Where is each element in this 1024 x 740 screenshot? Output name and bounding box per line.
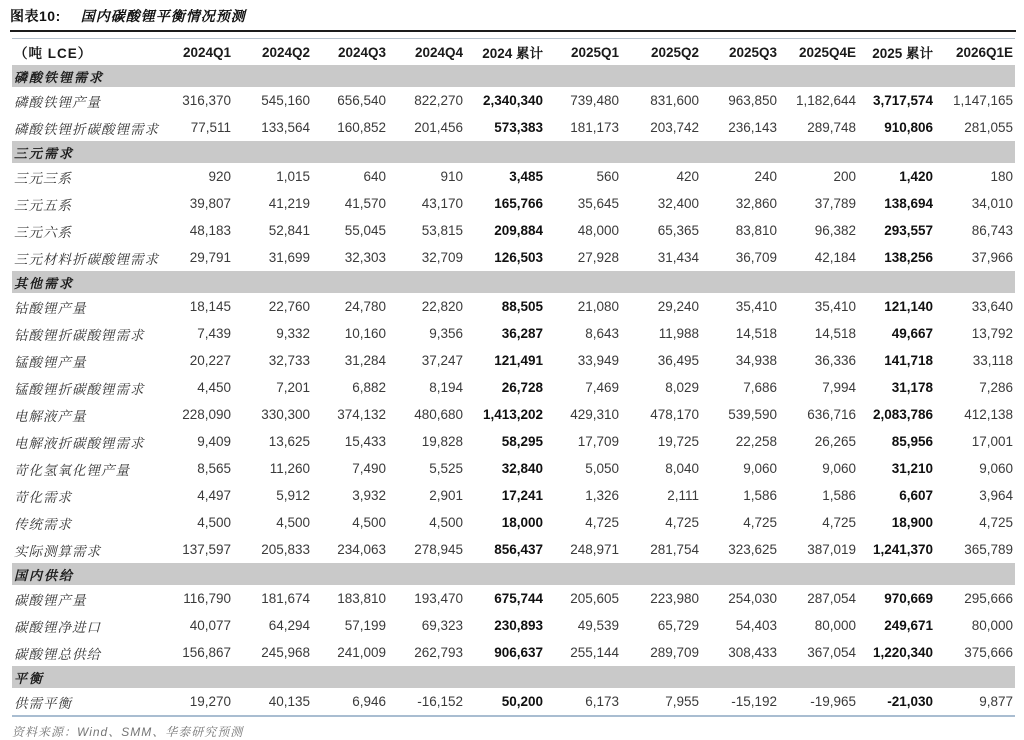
section-header-label: 三元需求 [12,141,1015,163]
table-row [12,347,1015,374]
value-cell: 41,570 [344,196,386,211]
value-cell: -15,192 [731,694,777,709]
value-cell: 308,433 [728,645,777,660]
source-note: 资料来源：Wind、SMM、华泰研究预测 [12,725,244,739]
value-cell: -21,030 [887,694,933,709]
column-header: 2024Q3 [337,44,386,60]
value-cell: 420 [676,169,699,184]
value-cell: 5,525 [429,461,463,476]
value-cell: 2,340,340 [482,93,543,108]
row-label: 磷酸铁锂折碳酸锂需求 [14,121,159,137]
value-cell: 429,310 [570,407,619,422]
value-cell: 3,485 [509,169,543,184]
table-row [12,401,1015,428]
column-header: 2024Q1 [182,44,231,60]
value-cell: 24,780 [344,299,386,314]
value-cell: 36,336 [814,353,856,368]
value-cell: 39,807 [189,196,231,211]
value-cell: 37,247 [421,353,463,368]
column-header: 2025Q1 [570,44,619,60]
value-cell: 160,852 [337,120,386,135]
value-cell: 9,060 [979,461,1013,476]
row-label: 实际测算需求 [14,543,101,559]
value-cell: 50,200 [501,694,543,709]
value-cell: 31,210 [891,461,933,476]
value-cell: 31,178 [891,380,933,395]
row-label: 钴酸锂折碳酸锂需求 [14,327,145,343]
value-cell: 387,019 [807,542,856,557]
value-cell: 88,505 [501,299,543,314]
value-cell: 96,382 [814,223,856,238]
value-cell: 367,054 [807,645,856,660]
value-cell: 77,511 [190,120,231,135]
value-cell: 22,760 [268,299,310,314]
value-cell: 1,015 [276,169,310,184]
value-cell: 183,810 [337,591,386,606]
value-cell: 636,716 [807,407,856,422]
row-label: 电解液折碳酸锂需求 [14,435,145,451]
value-cell: 240 [754,169,777,184]
value-cell: 6,882 [352,380,386,395]
value-cell: 32,840 [501,461,543,476]
value-cell: 478,170 [650,407,699,422]
value-cell: 181,674 [261,591,310,606]
column-header: 2024 累计 [482,46,543,61]
table-row [12,293,1015,320]
value-cell: 278,945 [414,542,463,557]
value-cell: 26,265 [814,434,856,449]
value-cell: 8,040 [665,461,699,476]
value-cell: 21,080 [577,299,619,314]
value-cell: 223,980 [650,591,699,606]
value-cell: 330,300 [261,407,310,422]
value-cell: 640 [363,169,386,184]
value-cell: 40,077 [189,618,231,633]
value-cell: 9,877 [979,694,1013,709]
table-row [12,87,1015,114]
value-cell: 1,147,165 [952,93,1013,108]
row-label: 传统需求 [14,516,72,532]
value-cell: 64,294 [268,618,310,633]
value-cell: 65,365 [657,223,699,238]
row-label: 锰酸锂折碳酸锂需求 [14,381,145,397]
row-label: 钴酸锂产量 [14,300,87,316]
value-cell: 32,733 [268,353,310,368]
value-cell: 970,669 [884,591,933,606]
value-cell: 1,420 [899,169,933,184]
value-cell: 54,403 [735,618,777,633]
value-cell: 11,988 [658,326,699,341]
value-cell: 33,118 [972,353,1013,368]
table-row [12,612,1015,639]
value-cell: 856,437 [494,542,543,557]
value-cell: 831,600 [650,93,699,108]
value-cell: 10,160 [344,326,386,341]
section-header-label: 磷酸铁锂需求 [12,65,1015,87]
section-header-label: 国内供给 [12,563,1015,585]
value-cell: 33,949 [577,353,619,368]
value-cell: 365,789 [964,542,1013,557]
column-header: 2025Q3 [728,44,777,60]
value-cell: 209,884 [494,223,543,238]
row-label: 三元材料折碳酸锂需求 [14,251,159,267]
table-row [12,509,1015,536]
value-cell: 36,495 [657,353,699,368]
row-label: 三元三系 [14,170,72,186]
value-cell: 7,469 [585,380,619,395]
value-cell: 17,001 [971,434,1013,449]
value-cell: 58,295 [501,434,543,449]
value-cell: 32,860 [735,196,777,211]
value-cell: 4,500 [352,515,386,530]
value-cell: 910,806 [884,120,933,135]
value-cell: 4,500 [429,515,463,530]
value-cell: 3,932 [352,488,386,503]
section-header-row [12,141,1015,163]
value-cell: 255,144 [570,645,619,660]
value-cell: 281,055 [964,120,1013,135]
unit-header-cell: （吨 LCE） [14,46,93,61]
section-header-row [12,65,1015,87]
value-cell: 36,287 [501,326,543,341]
value-cell: 254,030 [728,591,777,606]
table-row [12,482,1015,509]
value-cell: 4,497 [197,488,231,503]
column-header: 2026Q1E [955,44,1013,60]
value-cell: 7,994 [822,380,856,395]
value-cell: 205,605 [570,591,619,606]
value-cell: 7,490 [352,461,386,476]
value-cell: 3,717,574 [872,93,933,108]
section-header-row [12,563,1015,585]
value-cell: 200 [833,169,856,184]
value-cell: 80,000 [971,618,1013,633]
column-header: 2025Q4E [798,44,856,60]
value-cell: 156,867 [182,645,231,660]
table-row [12,536,1015,563]
value-cell: -16,152 [417,694,463,709]
value-cell: 29,791 [189,250,231,265]
row-label: 三元五系 [14,197,72,213]
value-cell: 287,054 [807,591,856,606]
value-cell: 33,640 [971,299,1013,314]
value-cell: 52,841 [268,223,310,238]
value-cell: 22,820 [421,299,463,314]
value-cell: 29,240 [657,299,699,314]
value-cell: 1,413,202 [482,407,543,422]
value-cell: 34,010 [971,196,1013,211]
section-header-row [12,666,1015,688]
value-cell: 48,000 [577,223,619,238]
value-cell: 32,303 [344,250,386,265]
value-cell: 230,893 [494,618,543,633]
value-cell: 32,709 [421,250,463,265]
value-cell: 18,000 [501,515,543,530]
value-cell: 34,938 [735,353,777,368]
value-cell: 137,597 [182,542,231,557]
value-cell: 17,241 [501,488,543,503]
value-cell: 5,050 [585,461,619,476]
value-cell: 53,815 [421,223,463,238]
value-cell: 141,718 [884,353,933,368]
value-cell: 4,725 [822,515,856,530]
value-cell: 4,450 [197,380,231,395]
section-header-label: 平衡 [12,666,1015,688]
value-cell: 9,356 [429,326,463,341]
value-cell: 822,270 [414,93,463,108]
figure-title [10,0,1016,32]
value-cell: 412,138 [964,407,1013,422]
value-cell: 248,971 [570,542,619,557]
value-cell: 9,409 [197,434,231,449]
value-cell: 3,964 [979,488,1013,503]
value-cell: 19,828 [421,434,463,449]
row-label: 锰酸锂产量 [14,354,87,370]
value-cell: 69,323 [421,618,463,633]
column-header: 2024Q2 [261,44,310,60]
value-cell: 323,625 [728,542,777,557]
table-row [12,688,1015,715]
value-cell: 43,170 [421,196,463,211]
value-cell: 1,586 [822,488,856,503]
value-cell: 55,045 [344,223,386,238]
row-label: 供需平衡 [14,695,72,711]
value-cell: 7,686 [743,380,777,395]
row-label: 碳酸锂产量 [14,592,87,608]
table-row [12,455,1015,482]
value-cell: 203,742 [650,120,699,135]
value-cell: 65,729 [657,618,699,633]
value-cell: 201,456 [414,120,463,135]
value-cell: 9,332 [276,326,310,341]
value-cell: 11,260 [269,461,310,476]
value-cell: 37,789 [814,196,856,211]
value-cell: 1,241,370 [872,542,933,557]
value-cell: 133,564 [261,120,310,135]
value-cell: 14,518 [735,326,777,341]
value-cell: 6,173 [585,694,619,709]
value-cell: 126,503 [494,250,543,265]
table-row [12,585,1015,612]
table-body [12,65,1015,715]
row-label: 苛化氢氧化锂产量 [14,462,130,478]
value-cell: 193,470 [414,591,463,606]
value-cell: 19,725 [657,434,699,449]
value-cell: 289,709 [650,645,699,660]
value-cell: 15,433 [344,434,386,449]
value-cell: 2,083,786 [872,407,933,422]
value-cell: 8,029 [665,380,699,395]
value-cell: 35,645 [577,196,619,211]
value-cell: 963,850 [728,93,777,108]
value-cell: 249,671 [884,618,933,633]
value-cell: 85,956 [891,434,933,449]
value-cell: 8,194 [429,380,463,395]
value-cell: 27,928 [577,250,619,265]
value-cell: 2,111 [667,488,699,503]
value-cell: 138,694 [884,196,933,211]
value-cell: 245,968 [261,645,310,660]
value-cell: 9,060 [743,461,777,476]
table-row [12,244,1015,271]
figure-title-text: 国内碳酸锂平衡情况预测 [80,8,246,24]
value-cell: 138,256 [884,250,933,265]
table-row [12,428,1015,455]
value-cell: 6,607 [899,488,933,503]
table-row [12,217,1015,244]
value-cell: 4,500 [197,515,231,530]
figure-title-prefix: 图表10: [10,8,61,24]
value-cell: 2,901 [429,488,463,503]
value-cell: 281,754 [650,542,699,557]
table-row [12,374,1015,401]
value-cell: 289,748 [807,120,856,135]
value-cell: 236,143 [728,120,777,135]
value-cell: 57,199 [344,618,386,633]
value-cell: 42,184 [814,250,856,265]
value-cell: 920 [208,169,231,184]
column-header: 2025 累计 [872,46,933,61]
value-cell: 18,900 [891,515,933,530]
value-cell: 7,955 [665,694,699,709]
value-cell: 31,434 [657,250,699,265]
data-table [12,39,1015,715]
value-cell: 573,383 [494,120,543,135]
value-cell: 83,810 [735,223,777,238]
value-cell: 4,725 [585,515,619,530]
value-cell: 7,201 [276,380,310,395]
value-cell: 36,709 [735,250,777,265]
value-cell: 31,284 [344,353,386,368]
value-cell: 7,286 [979,380,1013,395]
value-cell: 4,500 [276,515,310,530]
value-cell: 1,586 [743,488,777,503]
row-label: 三元六系 [14,224,72,240]
value-cell: 22,258 [735,434,777,449]
value-cell: 86,743 [971,223,1013,238]
value-cell: 13,625 [268,434,310,449]
value-cell: 545,160 [261,93,310,108]
value-cell: 48,183 [189,223,231,238]
value-cell: 739,480 [570,93,619,108]
value-cell: 4,725 [743,515,777,530]
value-cell: 37,966 [971,250,1013,265]
row-label: 苛化需求 [14,489,72,505]
value-cell: 1,182,644 [795,93,856,108]
value-cell: 241,009 [337,645,386,660]
value-cell: 480,680 [414,407,463,422]
value-cell: 181,173 [570,120,619,135]
table-row [12,163,1015,190]
table-header-row [12,39,1015,65]
value-cell: 906,637 [494,645,543,660]
value-cell: 18,145 [189,299,231,314]
value-cell: 31,699 [268,250,310,265]
table-row [12,114,1015,141]
data-table-container [12,38,1015,717]
value-cell: 6,946 [352,694,386,709]
value-cell: 121,491 [494,353,543,368]
value-cell: 234,063 [337,542,386,557]
value-cell: 4,725 [665,515,699,530]
value-cell: -19,965 [810,694,856,709]
value-cell: 295,666 [964,591,1013,606]
value-cell: 560 [596,169,619,184]
value-cell: 539,590 [728,407,777,422]
value-cell: 116,790 [183,591,231,606]
value-cell: 262,793 [414,645,463,660]
row-label: 碳酸锂净进口 [14,619,101,635]
value-cell: 20,227 [189,353,231,368]
row-label: 电解液产量 [14,408,87,424]
value-cell: 121,140 [884,299,933,314]
value-cell: 4,725 [979,515,1013,530]
value-cell: 8,565 [197,461,231,476]
value-cell: 49,667 [891,326,933,341]
table-row [12,320,1015,347]
section-header-row [12,271,1015,293]
section-header-label: 其他需求 [12,271,1015,293]
value-cell: 17,709 [577,434,619,449]
value-cell: 910 [440,169,463,184]
value-cell: 656,540 [337,93,386,108]
value-cell: 19,270 [189,694,231,709]
value-cell: 205,833 [261,542,310,557]
value-cell: 293,557 [884,223,933,238]
column-header: 2024Q4 [414,44,463,60]
value-cell: 8,643 [585,326,619,341]
value-cell: 35,410 [735,299,777,314]
value-cell: 26,728 [501,380,543,395]
value-cell: 316,370 [182,93,231,108]
value-cell: 41,219 [268,196,310,211]
value-cell: 375,666 [964,645,1013,660]
table-row [12,639,1015,666]
value-cell: 180 [990,169,1013,184]
value-cell: 7,439 [197,326,231,341]
value-cell: 40,135 [268,694,310,709]
value-cell: 32,400 [657,196,699,211]
value-cell: 80,000 [814,618,856,633]
value-cell: 675,744 [494,591,543,606]
table-row [12,190,1015,217]
value-cell: 14,518 [814,326,856,341]
value-cell: 1,326 [585,488,619,503]
column-header: 2025Q2 [650,44,699,60]
value-cell: 9,060 [822,461,856,476]
value-cell: 374,132 [337,407,386,422]
row-label: 磷酸铁锂产量 [14,94,101,110]
row-label: 碳酸锂总供给 [14,646,101,662]
value-cell: 228,090 [182,407,231,422]
value-cell: 13,792 [971,326,1013,341]
value-cell: 35,410 [814,299,856,314]
value-cell: 1,220,340 [872,645,933,660]
value-cell: 49,539 [577,618,619,633]
value-cell: 165,766 [494,196,543,211]
value-cell: 5,912 [276,488,310,503]
